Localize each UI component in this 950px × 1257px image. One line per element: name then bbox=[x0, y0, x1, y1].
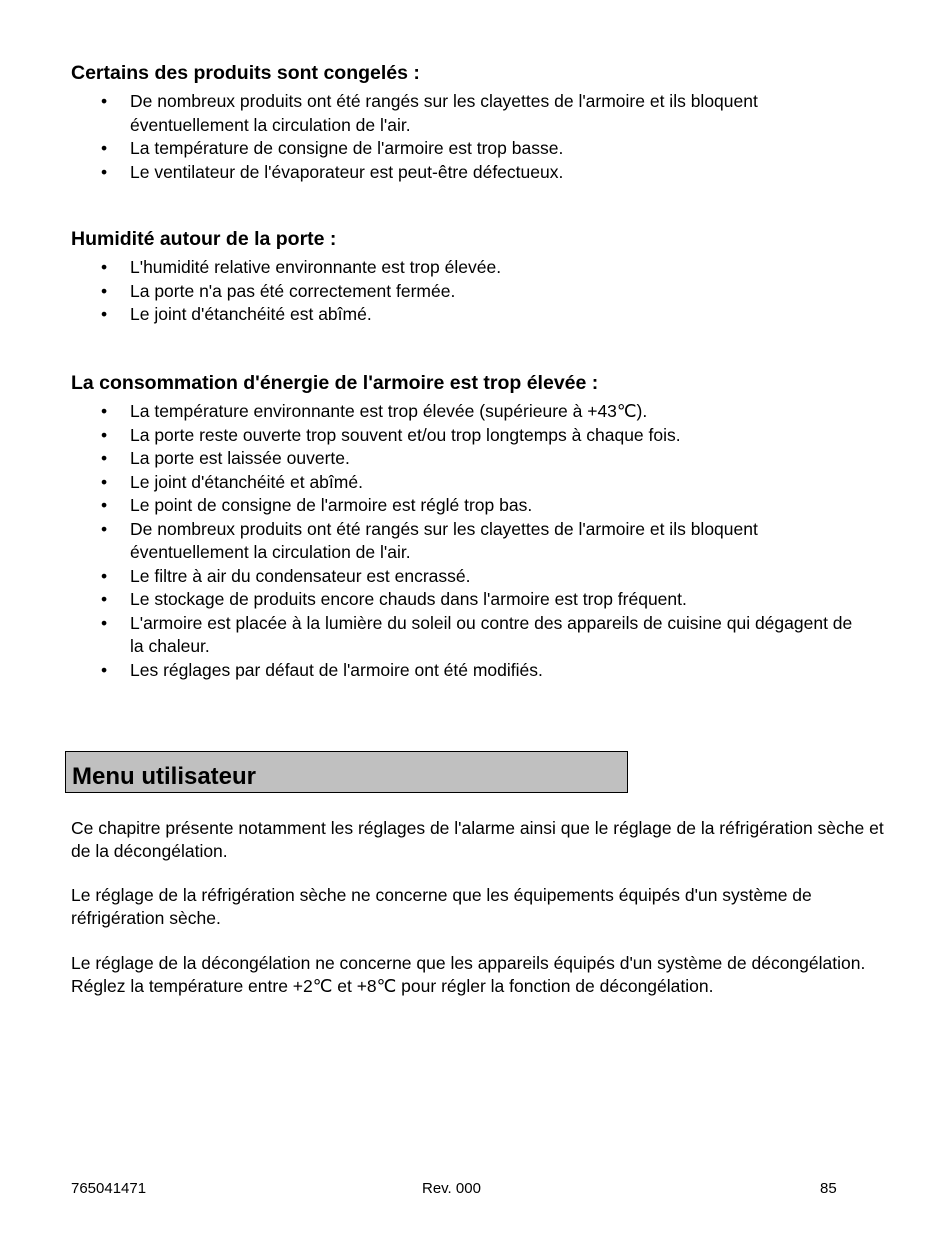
paragraph-dry-refrigeration: Le réglage de la réfrigération sèche ne concerne que les équipements équipés d'un système de réfrigération sèche. bbox=[71, 885, 812, 928]
list-item: • L'humidité relative environnante est trop élevée. bbox=[71, 256, 861, 280]
list-item: • La porte reste ouverte trop souvent et/ou trop longtemps à chaque fois. bbox=[71, 424, 861, 448]
chapter-title: Menu utilisateur bbox=[72, 763, 257, 790]
list-item: • Le joint d'étanchéité et abîmé. bbox=[71, 471, 861, 495]
bullet-list-door-humidity bbox=[71, 256, 861, 327]
footer-revision: Rev. 000 bbox=[422, 1180, 481, 1197]
list-item: • La température de consigne de l'armoire est trop basse. bbox=[71, 137, 861, 161]
chapter-heading-box bbox=[65, 751, 628, 793]
section-heading-door-humidity: Humidité autour de la porte : bbox=[71, 228, 337, 250]
list-item: • Le filtre à air du condensateur est encrassé. bbox=[71, 565, 861, 589]
list-item: • Le joint d'étanchéité est abîmé. bbox=[71, 303, 861, 327]
bullet-list-frozen-products bbox=[71, 90, 861, 184]
list-item: • Le point de consigne de l'armoire est réglé trop bas. bbox=[71, 494, 861, 518]
list-item: • La porte n'a pas été correctement fermée. bbox=[71, 280, 861, 304]
section-heading-frozen-products: Certains des produits sont congelés : bbox=[71, 62, 420, 84]
list-item: • De nombreux produits ont été rangés sur les clayettes de l'armoire et ils bloquent éventuellement la circulation de l'air. bbox=[71, 90, 861, 137]
bullet-list-energy-consumption bbox=[71, 400, 861, 682]
footer-page-number: 85 bbox=[820, 1180, 837, 1197]
list-item: • La porte est laissée ouverte. bbox=[71, 447, 861, 471]
list-item: • Le stockage de produits encore chauds dans l'armoire est trop fréquent. bbox=[71, 588, 861, 612]
list-item: • La température environnante est trop élevée (supérieure à +43℃). bbox=[71, 400, 861, 424]
list-item: • De nombreux produits ont été rangés sur les clayettes de l'armoire et ils bloquent éventuellement la circulation de l'air. bbox=[71, 518, 861, 565]
footer-document-number: 765041471 bbox=[71, 1180, 147, 1197]
section-heading-energy-consumption: La consommation d'énergie de l'armoire est trop élevée : bbox=[71, 372, 599, 394]
list-item: • Le ventilateur de l'évaporateur est peut-être défectueux. bbox=[71, 161, 861, 185]
paragraph-intro: Ce chapitre présente notamment les réglages de l'alarme ainsi que le réglage de la réfrigération sèche et de la décongélation. bbox=[71, 818, 884, 861]
list-item: • L'armoire est placée à la lumière du soleil ou contre des appareils de cuisine qui dégagent de la chaleur. bbox=[71, 612, 861, 659]
paragraph-defrost: Le réglage de la décongélation ne concerne que les appareils équipés d'un système de décongélation. Réglez la température entre +2℃ et +8℃ pour régler la fonction de décongélation. bbox=[71, 953, 866, 996]
list-item: • Les réglages par défaut de l'armoire ont été modifiés. bbox=[71, 659, 861, 683]
